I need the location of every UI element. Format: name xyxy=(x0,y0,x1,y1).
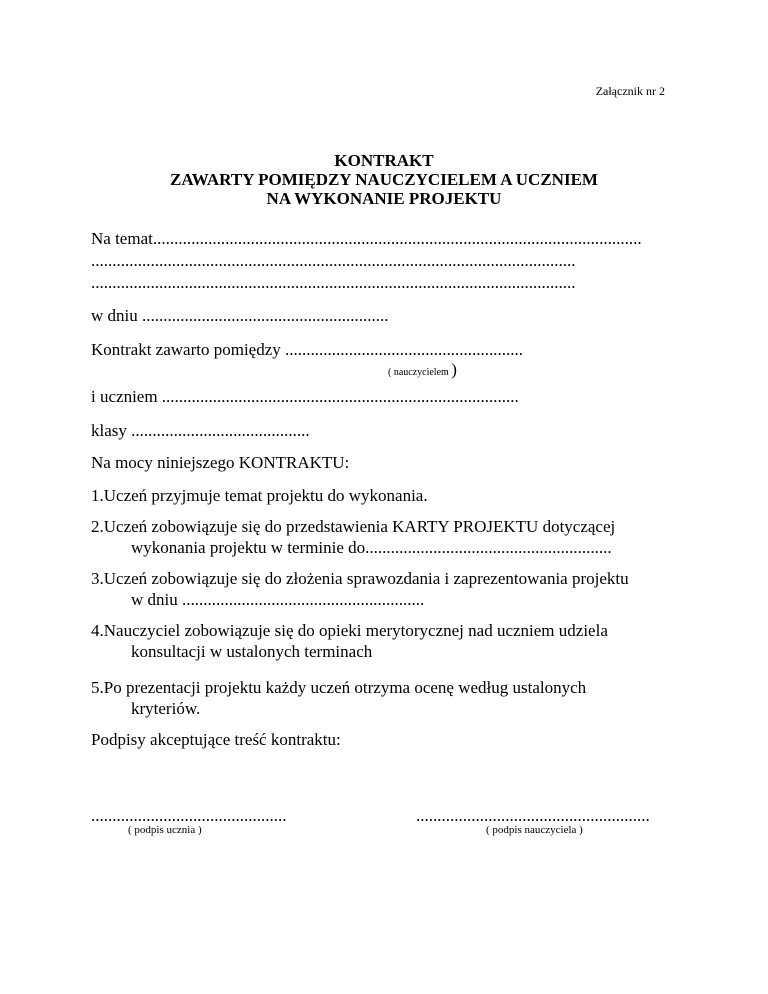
annex-label: Załącznik nr 2 xyxy=(595,84,665,98)
contract-item-3 xyxy=(91,568,629,610)
document-title xyxy=(0,151,768,208)
date-line: w dniu .......................................................... xyxy=(91,306,389,325)
student-signature-label: ( podpis ucznia ) xyxy=(128,824,202,836)
item-text: 5.Po prezentacji projektu każdy uczeń otrzyma ocenę według ustalonych xyxy=(91,678,587,697)
teacher-note-text: ( nauczycielem xyxy=(388,367,449,378)
topic-line-3: .................................................................................................................. xyxy=(91,273,576,292)
item-text: 2.Uczeń zobowiązuje się do przedstawienia KARTY PROJEKTU dotyczącej xyxy=(91,517,616,536)
item-continuation: w dniu ......................................................... xyxy=(131,590,425,609)
contract-item-1 xyxy=(91,485,428,506)
student-signature-line: .............................................. xyxy=(91,806,287,825)
title-line-2: ZAWARTY POMIĘDZY NAUCZYCIELEM A UCZNIEM xyxy=(170,170,598,189)
item-continuation: konsultacji w ustalonych terminach xyxy=(131,642,373,661)
item-text: 1.Uczeń przyjmuje temat projektu do wykonania. xyxy=(91,486,428,505)
contract-item-4 xyxy=(91,620,608,662)
contract-item-2 xyxy=(91,516,615,558)
teacher-signature-line: ....................................................... xyxy=(416,806,650,825)
item-continuation: wykonania projektu w terminie do.......................................................... xyxy=(131,538,612,557)
teacher-signature-label: ( podpis nauczyciela ) xyxy=(486,824,583,836)
intro-line: Na mocy niniejszego KONTRAKTU: xyxy=(91,453,350,472)
contract-between-line: Kontrakt zawarto pomiędzy ........................................................ xyxy=(91,340,524,359)
teacher-note-close: ) xyxy=(451,360,457,379)
class-line: klasy .......................................... xyxy=(91,421,310,440)
signatures-intro: Podpisy akceptujące treść kontraktu: xyxy=(91,730,341,749)
student-line: i uczniem .................................................................................... xyxy=(91,387,519,406)
contract-item-5 xyxy=(91,677,586,719)
title-line-3: NA WYKONANIE PROJEKTU xyxy=(266,189,502,208)
item-text: 4.Nauczyciel zobowiązuje się do opieki merytorycznej nad uczniem udziela xyxy=(91,621,608,640)
title-line-1: KONTRAKT xyxy=(334,151,434,170)
topic-line-2: .................................................................................................................. xyxy=(91,251,576,270)
item-continuation: kryteriów. xyxy=(131,699,201,718)
item-text: 3.Uczeń zobowiązuje się do złożenia sprawozdania i zaprezentowania projektu xyxy=(91,569,629,588)
topic-line-1: Na temat................................................................................................................... xyxy=(91,229,642,248)
teacher-note xyxy=(388,360,457,380)
